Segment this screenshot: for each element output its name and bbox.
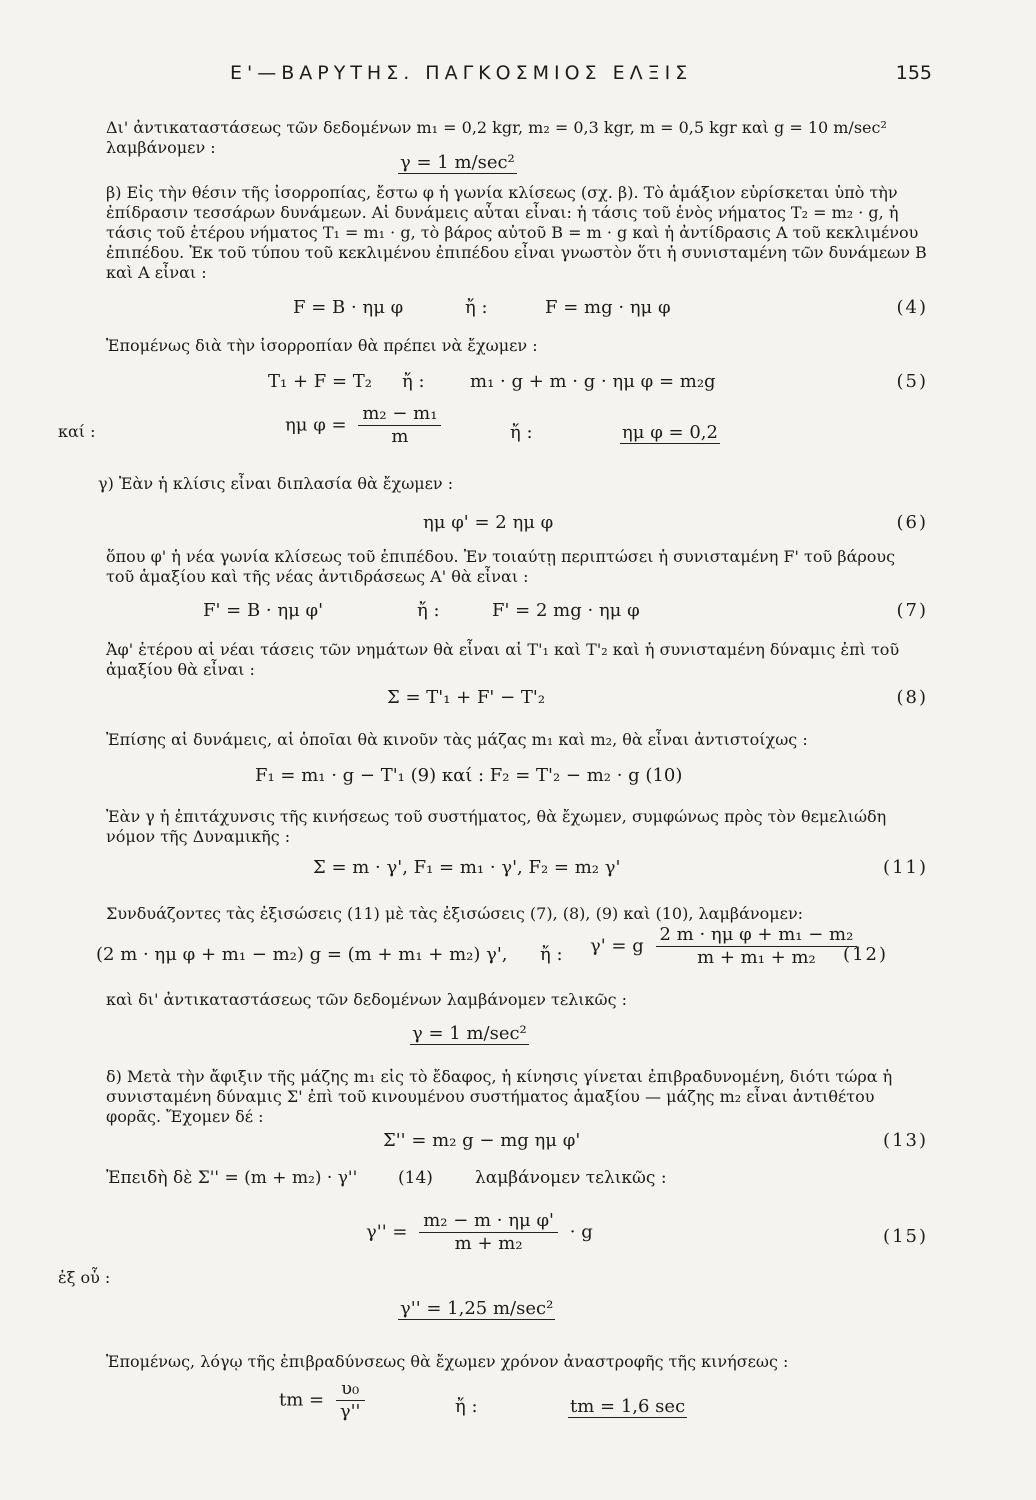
syndyazontes-paragraph: Συνδυάζοντες τὰς ἐξισώσεις (11) μὲ τὰς ἐξισώσεις (7), (8), (9) καὶ (10), λαμβάνομεν: (106, 904, 804, 923)
equation-7-right: F' = 2 mg · ημ φ (492, 600, 640, 621)
ex-ou-label: ἐξ οὗ : (58, 1268, 111, 1287)
or-label: ἤ : (417, 600, 440, 621)
or-label: ἤ : (402, 371, 425, 392)
episis-paragraph: Ἐπίσης αἱ δυνάμεις, αἱ ὁποῖαι θὰ κινοῦν τὰς μάζας m₁ καὶ m₂, θὰ εἶναι ἀντιστοίχως : (106, 730, 808, 749)
sine-result: ημ φ = 0,2 (622, 422, 718, 443)
equation-11: Σ = m · γ', F₁ = m₁ · γ', F₂ = m₂ γ' (313, 857, 621, 878)
equation-number-11: (11) (883, 857, 928, 878)
intro-paragraph: Δι' ἀντικαταστάσεως τῶν δεδομένων m₁ = 0,2 kgr, m₂ = 0,3 kgr, m = 0,5 kgr καὶ g = 10 m/sec² λαμβάνομεν : (106, 118, 887, 157)
equations-9-10: F₁ = m₁ · g − T'₁ (9) καί : F₂ = T'₂ − m₂ · g (10) (255, 765, 683, 786)
equation-6: ημ φ' = 2 ημ φ (423, 512, 554, 533)
equation-number-13: (13) (883, 1130, 928, 1151)
equation-number-14: (14) (398, 1168, 433, 1188)
tm-equation: tm = $\frac{\text{υ₀}}{\gamma''}$ (279, 1378, 371, 1423)
equation-5-right: m₁ · g + m · g · ημ φ = m₂g (470, 371, 716, 392)
equation-15: γ'' = $\frac{\text{m₂ − m · ημ φ'}}{\text{m + m₂}}$ · g (366, 1210, 593, 1254)
kai-di-paragraph: καὶ δι' ἀντικαταστάσεως τῶν δεδομένων λαμβάνομεν τελικῶς : (106, 990, 628, 1009)
epeidi-equation: Ἐπειδὴ δὲ Σ'' = (m + m₂) · γ'' (106, 1168, 358, 1188)
running-header (0, 62, 1036, 92)
opou-paragraph: ὅπου φ' ἡ νέα γωνία κλίσεως τοῦ ἐπιπέδου. Ἐν τοιαύτῃ περιπτώσει ἡ συνισταμένη F' τοῦ βάρους τοῦ ἁμαξίου καὶ τῆς νέας ἀντιδράσεως A' θὰ εἶναι : (106, 547, 896, 586)
equation-4-right: F = mg · ημ φ (545, 297, 671, 318)
equation-number-12: (12) (843, 944, 888, 965)
section-beta-paragraph: β) Εἰς τὴν θέσιν τῆς ἰσορροπίας, ἔστω φ ἡ γωνία κλίσεως (σχ. β). Τὸ ἁμάξιον εὑρίσκεται ὑπὸ τὴν ἐπίδρασιν τεσσάρων δυνάμεων. Αἱ δυνάμεις αὗται εἶναι: ἡ τάσις τοῦ ἑνὸς νήματος T₂ = m₂ · g, ἡ τάσις τοῦ ἑτέρου νήματος T₁ = m₁ · g, τὸ βάρος αὐτοῦ B = m · g καὶ ἡ ἀντίδρασις A τοῦ κεκλιμένου ἐπιπέδου. Ἐκ τοῦ τύπου τοῦ κεκλιμένου ἐπιπέδου εἶναι γνωστὸν ὅτι ἡ συνισταμένη τῶν δυνάμεων B καὶ A εἶναι : (106, 183, 927, 282)
section-gamma-paragraph: γ) Ἐὰν ἡ κλίσις εἶναι διπλασία θὰ ἔχωμεν : (98, 474, 454, 493)
gamma-result-2: γ = 1 m/sec² (412, 1023, 527, 1044)
equation-number-7: (7) (896, 600, 928, 621)
gamma-double-prime-result: γ'' = 1,25 m/sec² (400, 1298, 554, 1319)
equation-12-left: (2 m · ημ φ + m₁ − m₂) g = (m + m₁ + m₂) γ', (96, 944, 508, 965)
section-delta-paragraph: δ) Μετὰ τὴν ἄφιξιν τῆς μάζης m₁ εἰς τὸ ἔδαφος, ἡ κίνησις γίνεται ἐπιβραδυνομένη, διότι τώρα ἡ συνισταμένη δύναμις Σ' ἐπὶ τοῦ κινουμένου συστήματος ἁμαξίου — μάζης m₂ εἶναι ἀντιθέτου φορᾶς. Ἔχομεν δέ : (106, 1067, 893, 1126)
epeidi-continuation: λαμβάνομεν τελικῶς : (475, 1168, 667, 1188)
equation-8: Σ = T'₁ + F' − T'₂ (387, 687, 546, 708)
ean-paragraph: Ἐὰν γ ἡ ἐπιτάχυνσις τῆς κινήσεως τοῦ συστήματος, θὰ ἔχωμεν, συμφώνως πρὸς τὸν θεμελιώδη νόμον τῆς Δυναμικῆς : (106, 807, 887, 846)
equation-number-4: (4) (896, 297, 928, 318)
equation-12-fraction: γ' = g $\frac{\text{2 m · ημ φ + m₁ − m₂}}{\text{m + m₁ + m₂}}$ (590, 924, 863, 969)
or-label: ἤ : (540, 944, 563, 965)
equation-13: Σ'' = m₂ g − mg ημ φ' (383, 1130, 581, 1151)
or-label: ἤ : (455, 1396, 478, 1417)
equation-number-8: (8) (896, 687, 928, 708)
af-paragraph: Ἀφ' ἑτέρου αἱ νέαι τάσεις τῶν νημάτων θὰ εἶναι αἱ T'₁ καὶ T'₂ καὶ ἡ συνισταμένη δύναμις ἐπὶ τοῦ ἁμαξίου θὰ εἶναι : (106, 640, 900, 679)
page-number: 155 (895, 62, 932, 84)
equation-number-15: (15) (883, 1226, 928, 1247)
kai-label: καί : (58, 422, 96, 441)
epomenos-paragraph: Ἑπομένως διὰ τὴν ἰσορροπίαν θὰ πρέπει νὰ ἔχωμεν : (106, 336, 538, 355)
final-paragraph: Ἑπομένως, λόγῳ τῆς ἐπιβραδύνσεως θὰ ἔχωμεν χρόνον ἀναστροφῆς τῆς κινήσεως : (106, 1352, 789, 1371)
equation-5-left: T₁ + F = T₂ (268, 371, 372, 392)
gamma-result-1: γ = 1 m/sec² (400, 152, 515, 173)
or-label: ἤ : (510, 422, 533, 443)
sine-equation: ημ φ = $\frac{\text{m₂ − m₁}}{m}$ (285, 403, 447, 448)
equation-number-5: (5) (896, 371, 928, 392)
tm-result: tm = 1,6 sec (570, 1396, 686, 1417)
equation-7-left: F' = B · ημ φ' (203, 600, 324, 621)
equation-number-6: (6) (896, 512, 928, 533)
chapter-title: Ε'—ΒΑΡΥΤΗΣ. ΠΑΓΚΟΣΜΙΟΣ ΕΛΞΙΣ (230, 62, 693, 84)
or-label: ἤ : (465, 297, 488, 318)
equation-4-left: F = B · ημ φ (293, 297, 404, 318)
